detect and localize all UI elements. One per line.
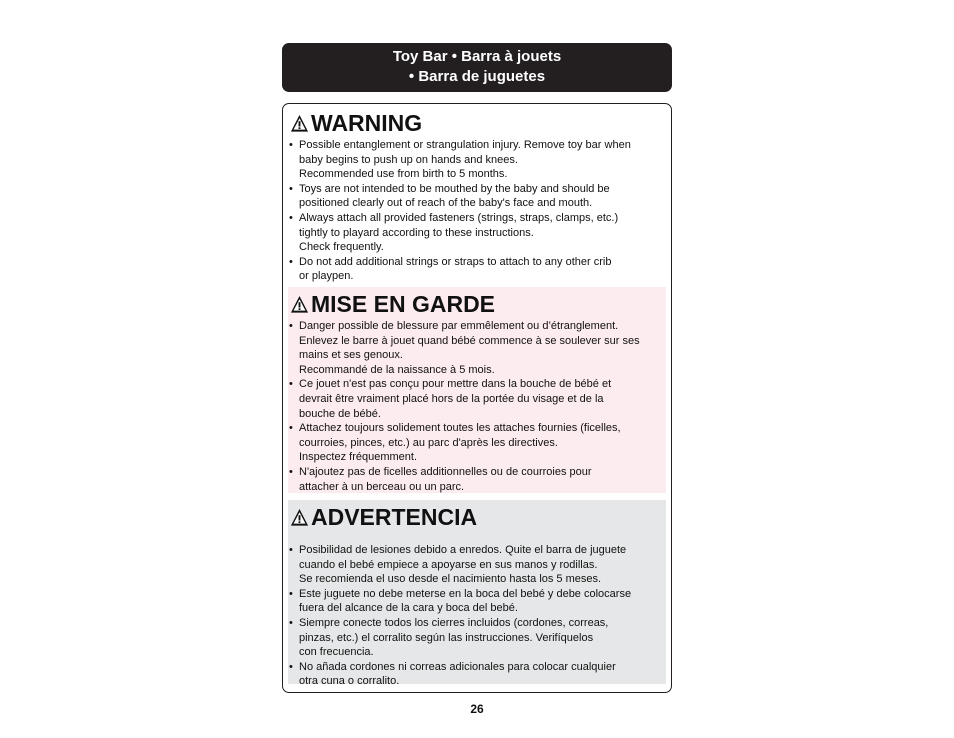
warning-heading (288, 108, 666, 138)
bullet-line: • N'ajoutez pas de ficelles additionnelles ou de courroies pour (299, 465, 592, 478)
bullet-item (288, 616, 666, 660)
bullet-line: Recommended use from birth to 5 months. (299, 168, 508, 181)
bullet-line: courroies, pinces, etc.) au parc d'après les directives. (299, 436, 558, 449)
bullet-line: Recommandé de la naissance à 5 mois. (299, 363, 495, 376)
bullet-item (288, 138, 666, 182)
bullet-line: tightly to playard according to these instructions. (299, 226, 534, 239)
bullet-item (288, 319, 666, 377)
section-title-line2: • Barra de juguetes (408, 68, 546, 85)
warning-section-french (288, 287, 666, 493)
bullet-line: Inspectez fréquemment. (299, 451, 418, 464)
bullet-line: Enlevez le barre à jouet quand bébé commence à se soulever sur ses (299, 334, 640, 347)
bullet-item (288, 255, 666, 284)
advertencia-heading-label: ADVERTENCIA (311, 504, 478, 530)
bullet-line: Check frequently. (299, 241, 384, 254)
bullet-line: positioned clearly out of reach of the baby's face and mouth. (299, 197, 593, 210)
bullet-line: attacher à un berceau ou un parc. (299, 480, 465, 493)
bullet-line: otra cuna o corralito. (299, 675, 400, 688)
bullet-item (288, 543, 666, 587)
bullet-line: • Toys are not intended to be mouthed by the baby and should be (299, 182, 610, 195)
bullet-line: fuera del alcance de la cara y boca del bebé. (299, 602, 518, 615)
bullet-line: • Danger possible de blessure par emmêlement ou d’étranglement. (299, 320, 619, 332)
warning-list (288, 138, 666, 284)
advertencia-list (288, 543, 666, 689)
warning-section-english (288, 106, 666, 284)
bullet-line: • Siempre conecte todos los cierres incluidos (cordones, correas, (299, 616, 609, 629)
bullet-line: mains et ses genoux. (299, 349, 403, 362)
warning-triangle-icon (290, 114, 309, 133)
bullet-line: cuando el bebé empiece a apoyarse en sus manos y rodillas. (299, 558, 598, 571)
bullet-item (288, 421, 666, 465)
bullet-line: • Possible entanglement or strangulation injury. Remove toy bar when (299, 139, 631, 151)
advertencia-heading (288, 502, 666, 532)
bullet-line: devrait être vraiment placé hors de la portée du visage et de la (299, 392, 604, 405)
mise-en-garde-heading (288, 289, 666, 319)
bullet-line: • Always attach all provided fasteners (strings, straps, clamps, etc.) (299, 211, 619, 224)
bullet-line: • Do not add additional strings or straps to attach to any other crib (299, 255, 612, 268)
bullet-line: or playpen. (299, 270, 354, 283)
bullet-line: • Este juguete no debe meterse en la boca del bebé y debe colocarse (299, 587, 632, 600)
warning-heading-label: WARNING (311, 110, 423, 136)
mise-en-garde-heading-label: MISE EN GARDE (311, 291, 496, 317)
bullet-line: • No añada cordones ni correas adicionales para colocar cualquier (299, 660, 616, 673)
bullet-item (288, 377, 666, 421)
warning-triangle-icon (290, 508, 309, 527)
bullet-line: • Posibilidad de lesiones debido a enredos. Quite el barra de juguete (299, 544, 627, 556)
warning-panel (282, 103, 672, 693)
bullet-item (288, 465, 666, 494)
mise-en-garde-list (288, 319, 666, 494)
bullet-item (288, 182, 666, 211)
warning-triangle-icon (290, 295, 309, 314)
bullet-item (288, 211, 666, 255)
bullet-line: • Ce jouet n'est pas conçu pour mettre dans la bouche de bébé et (299, 378, 612, 391)
bullet-item (288, 587, 666, 616)
bullet-line: baby begins to push up on hands and knees. (299, 153, 518, 166)
bullet-item (288, 660, 666, 689)
bullet-line: Se recomienda el uso desde el nacimiento hasta los 5 meses. (299, 573, 602, 586)
bullet-line: • Attachez toujours solidement toutes les attaches fournies (ficelles, (299, 422, 621, 435)
bullet-line: con frecuencia. (299, 646, 374, 659)
section-title-line1: Toy Bar • Barra à jouets (392, 48, 562, 65)
page-number: 26 (470, 702, 484, 716)
bullet-line: bouche de bébé. (299, 407, 381, 420)
bullet-line: pinzas, etc.) el corralito según las instrucciones. Verifíquelos (299, 631, 594, 644)
section-title-bar (282, 43, 672, 92)
warning-section-spanish (288, 500, 666, 688)
